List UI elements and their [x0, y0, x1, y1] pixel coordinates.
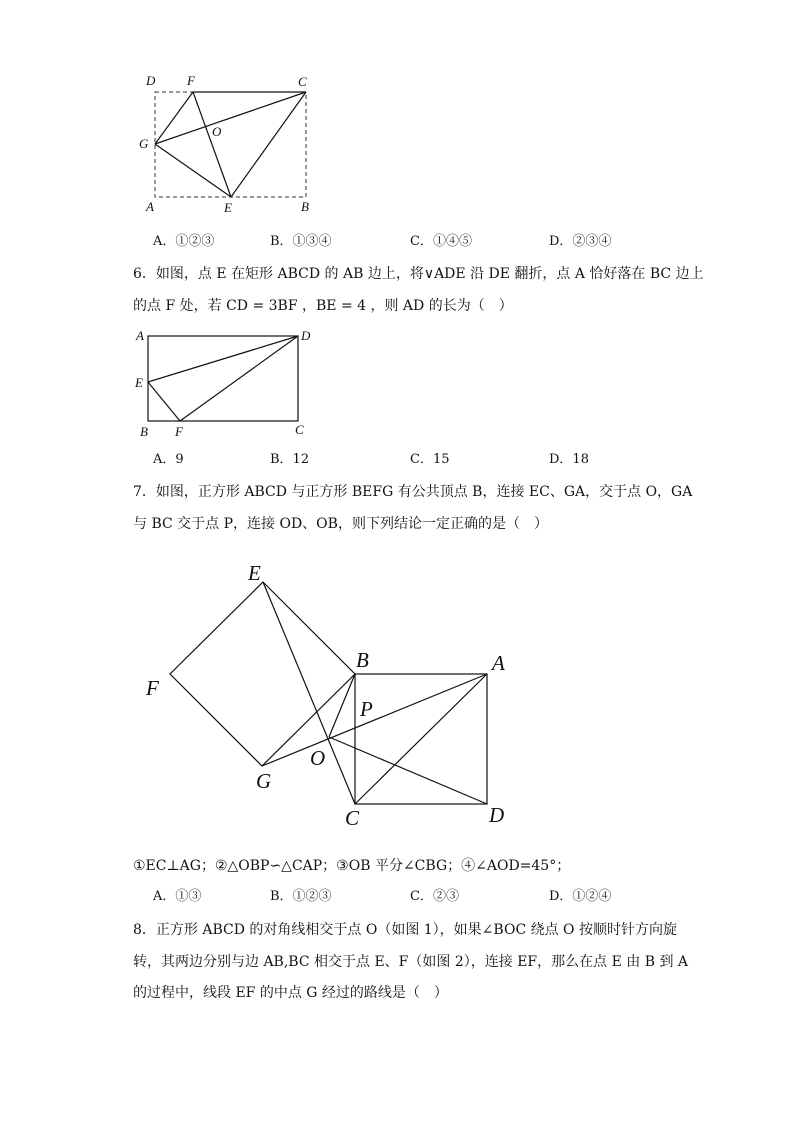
label-O: O [310, 746, 326, 770]
q7-option-b[interactable]: B．①②③ [270, 889, 332, 904]
q7-text-line1: 7．如图，正方形 ABCD 与正方形 BEFG 有公共顶点 B，连接 EC、GA，交于点 O，GA [133, 484, 693, 500]
label-A: A [146, 199, 154, 214]
q7-text-line2: 与 BC 交于点 P，连接 OD、OB，则下列结论一定正确的是（ ） [133, 516, 548, 532]
label-C: C [298, 74, 307, 89]
q8-text-line1: 8．正方形 ABCD 的对角线相交于点 O（如图 1），如果∠BOC 绕点 O 按顺时针方向旋 [133, 922, 677, 938]
q6-text-line1: 6．如图，点 E 在矩形 ABCD 的 AB 边上，将∨ADE 沿 DE 翻折，点 A 恰好落在 BC 边上 [133, 266, 704, 282]
label-A: A [136, 328, 144, 343]
label-D: D [489, 803, 505, 827]
q5-option-d[interactable]: D．②③④ [549, 234, 612, 249]
label-O: O [212, 124, 222, 139]
q7-option-d[interactable]: D．①②④ [549, 889, 612, 904]
q6-option-d[interactable]: D．18 [549, 452, 589, 467]
q6-option-a[interactable]: A．9 [153, 452, 184, 467]
label-G: G [139, 136, 149, 151]
label-E: E [224, 200, 232, 215]
label-F: F [187, 73, 195, 88]
label-A: A [492, 651, 505, 675]
label-F: F [146, 676, 159, 700]
q5-option-c[interactable]: C．①④⑤ [410, 234, 472, 249]
q7-option-a[interactable]: A．①③ [153, 889, 202, 904]
label-D: D [301, 328, 311, 343]
q6-text-line2: 的点 F 处，若 CD = 3BF ，BE = 4 ，则 AD 的长为（ ） [133, 298, 513, 314]
label-C: C [295, 422, 304, 437]
q5-option-b[interactable]: B．①③④ [270, 234, 332, 249]
q7-statements: ①EC⊥AG；②△OBP∽△CAP；③OB 平分∠CBG；④∠AOD=45°； [133, 858, 571, 874]
label-C: C [345, 806, 360, 830]
q8-text-line2: 转，其两边分别与边 AB,BC 相交于点 E、F（如图 2），连接 EF，那么在点 E 由 B 到 A [133, 954, 689, 970]
label-B: B [301, 199, 309, 214]
label-P: P [360, 697, 373, 721]
q7-option-c[interactable]: C．②③ [410, 889, 459, 904]
label-D: D [146, 73, 156, 88]
label-F: F [175, 424, 183, 439]
label-B: B [356, 648, 369, 672]
label-B: B [140, 424, 148, 439]
q5-option-a[interactable]: A．①②③ [153, 234, 215, 249]
label-G: G [256, 769, 272, 793]
label-E: E [248, 561, 261, 585]
q6-option-b[interactable]: B．12 [270, 452, 310, 467]
label-E: E [135, 375, 143, 390]
q6-option-c[interactable]: C．15 [410, 452, 450, 467]
q8-text-line3: 的过程中，线段 EF 的中点 G 经过的路线是（ ） [133, 985, 448, 1001]
